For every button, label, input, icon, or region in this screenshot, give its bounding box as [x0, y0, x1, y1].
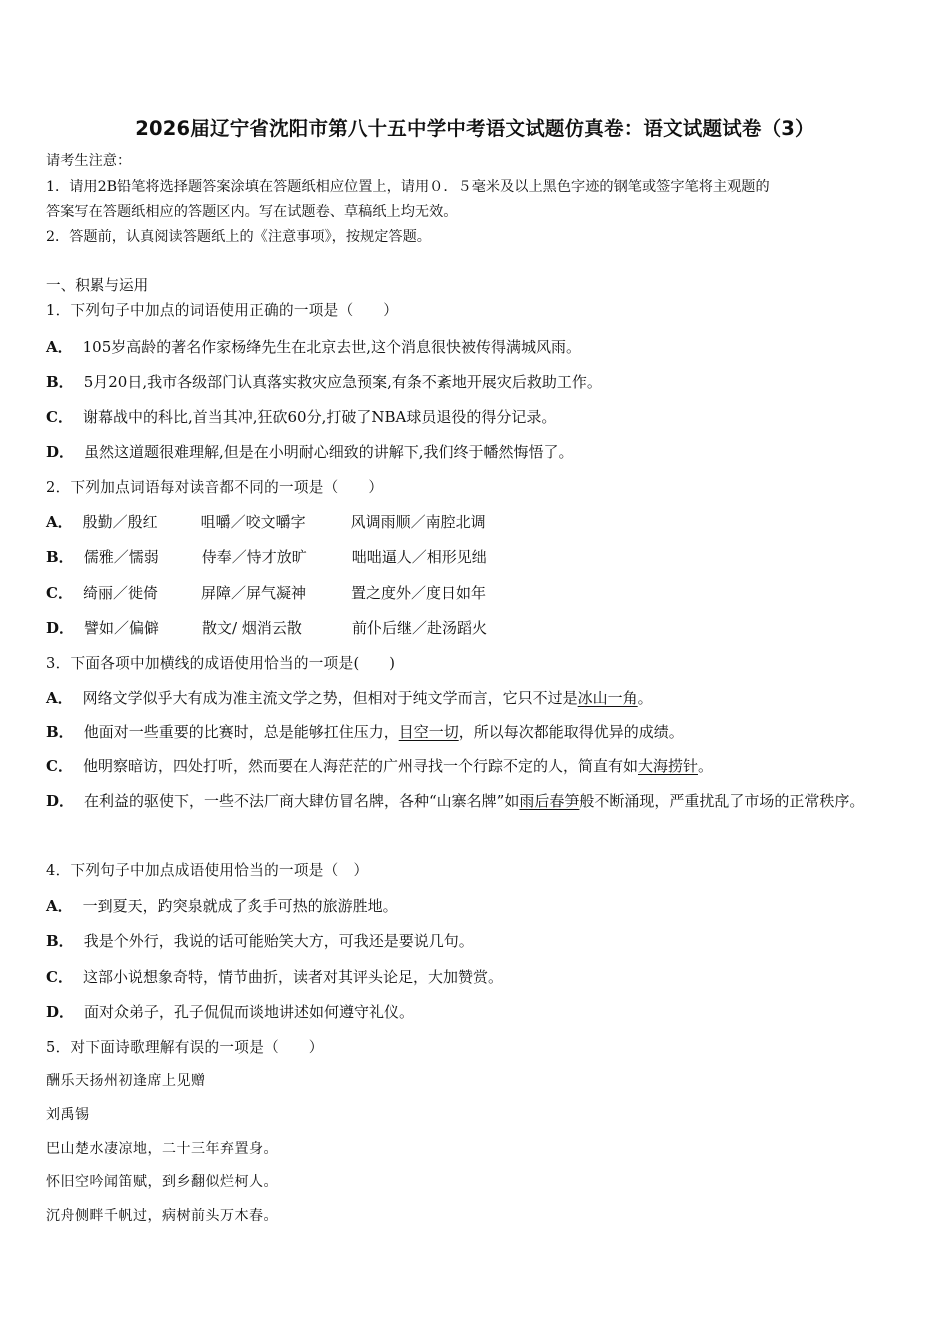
option-pair-2: 屏障／屏气凝神 — [200, 584, 306, 602]
poem-author: 刘禹锡 — [46, 1107, 90, 1123]
option-text-post: 般不断涌现，严重扰乱了市场的正常秩序。 — [579, 792, 865, 810]
option-label: D． — [46, 1003, 75, 1021]
question-1-option-b — [46, 373, 602, 391]
option-text-pre: 他明察暗访，四处打听，然而要在人海茫茫的广州寻找一个行踪不定的人，简直有如 — [82, 757, 638, 775]
option-pair-1: 殷勤／殷红 — [82, 513, 158, 531]
option-pair-1: 譬如／偏僻 — [84, 619, 160, 637]
option-pair-3: 前仆后继／赴汤蹈火 — [352, 619, 488, 637]
question-3-stem: 3．下面各项中加横线的成语使用恰当的一项是( ) — [46, 655, 396, 672]
underlined-idiom: 冰山一角 — [577, 689, 638, 707]
option-label: C． — [46, 584, 73, 602]
option-label: C． — [46, 757, 73, 775]
option-text: 面对众弟子，孔子侃侃而谈地讲述如何遵守礼仪。 — [84, 1003, 415, 1021]
notice-item-1-line-1: 1．请用2B铅笔将选择题答案涂填在答题纸相应位置上，请用０．５毫米及以上黑色字迹的钢笔或签字笔将主观题的 — [46, 179, 770, 195]
option-pair-1: 儒雅／懦弱 — [83, 548, 159, 566]
option-text: 这部小说想象奇特，情节曲折，读者对其评头论足，大加赞赏。 — [82, 968, 503, 986]
question-2-option-b — [46, 548, 487, 566]
option-text: 我是个外行，我说的话可能贻笑大方，可我还是要说几句。 — [83, 932, 474, 950]
question-2-option-c — [46, 584, 486, 602]
question-3-option-c — [46, 757, 713, 775]
option-label: A． — [46, 338, 73, 356]
option-text-pre: 网络文学似乎大有成为准主流文学之势，但相对于纯文学而言，它只不过是 — [82, 689, 578, 707]
option-text: 105岁高龄的著名作家杨绛先生在北京去世,这个消息很快被传得满城风雨。 — [82, 338, 582, 356]
poem-title: 酬乐天扬州初逢席上见赠 — [46, 1073, 206, 1089]
question-5-stem: 5．对下面诗歌理解有误的一项是（ ） — [46, 1039, 324, 1056]
underlined-idiom: 雨后春笋 — [519, 792, 580, 810]
option-text-post: 。 — [637, 689, 653, 707]
option-text: 虽然这道题很难理解,但是在小明耐心细致的讲解下,我们终于幡然悔悟了。 — [84, 443, 574, 461]
option-label: A． — [46, 513, 73, 531]
poem-line-1: 巴山楚水凄凉地，二十三年弃置身。 — [46, 1141, 278, 1157]
page-title: 2026届辽宁省沈阳市第八十五中学中考语文试题仿真卷：语文试题试卷（3） — [135, 117, 815, 140]
option-pair-3: 置之度外／度日如年 — [350, 584, 486, 602]
option-pair-2: 咀嚼／咬文嚼字 — [200, 513, 306, 531]
question-3-option-d — [46, 784, 906, 818]
notice-heading: 请考生注意： — [46, 153, 132, 169]
option-label: C． — [46, 408, 73, 426]
poem-line-3: 沉舟侧畔千帆过，病树前头万木春。 — [46, 1208, 278, 1224]
question-1-option-d — [46, 443, 574, 461]
option-text-pre: 在利益的驱使下，一些不法厂商大肆仿冒名牌，各种“山寨名牌”如 — [84, 792, 520, 810]
option-pair-3: 风调雨顺／南腔北调 — [350, 513, 486, 531]
option-pair-2: 散文/ 烟消云散 — [202, 619, 302, 637]
option-label: A． — [46, 897, 73, 915]
notice-item-2: 2．答题前，认真阅读答题纸上的《注意事项》，按规定答题。 — [46, 229, 431, 245]
question-3-option-b — [46, 723, 684, 741]
notice-item-1-line-2: 答案写在答题纸相应的答题区内。写在试题卷、草稿纸上均无效。 — [46, 204, 458, 220]
option-text: 谢幕战中的科比,首当其冲,狂砍60分,打破了NBA球员退役的得分记录。 — [82, 408, 557, 426]
underlined-idiom: 大海捞针 — [637, 757, 698, 775]
question-4-option-a — [46, 897, 398, 915]
option-pair-3: 咄咄逼人／相形见绌 — [351, 548, 487, 566]
option-text-post: 。 — [697, 757, 713, 775]
poem-line-2: 怀旧空吟闻笛赋，到乡翻似烂柯人。 — [46, 1174, 278, 1190]
option-pair-1: 绮丽／徙倚 — [82, 584, 158, 602]
option-text: 一到夏天，趵突泉就成了炙手可热的旅游胜地。 — [82, 897, 398, 915]
question-2-option-a — [46, 513, 486, 531]
underlined-idiom: 目空一切 — [398, 723, 459, 741]
option-label: B． — [46, 723, 74, 741]
question-2-option-d — [46, 619, 487, 637]
question-1-stem: 1．下列句子中加点的词语使用正确的一项是（ ） — [46, 302, 399, 319]
option-label: B． — [46, 548, 74, 566]
question-3-option-a — [46, 689, 653, 707]
section-heading: 一、积累与运用 — [46, 277, 149, 294]
question-4-stem: 4．下列句子中加点成语使用恰当的一项是（ ） — [46, 862, 369, 879]
question-2-stem: 2．下列加点词语每对读音都不同的一项是（ ） — [46, 479, 384, 496]
question-4-option-c — [46, 968, 503, 986]
option-label: C． — [46, 968, 73, 986]
question-1-option-a — [46, 338, 581, 356]
option-text-post: ，所以每次都能取得优异的成绩。 — [458, 723, 684, 741]
option-text-pre: 他面对一些重要的比赛时，总是能够扛住压力， — [83, 723, 399, 741]
option-label: D． — [46, 792, 75, 810]
option-text: 5月20日,我市各级部门认真落实救灾应急预案,有条不紊地开展灾后救助工作。 — [83, 373, 602, 391]
option-pair-2: 侍奉／恃才放旷 — [201, 548, 307, 566]
option-label: A． — [46, 689, 73, 707]
question-4-option-b — [46, 932, 474, 950]
question-4-option-d — [46, 1003, 414, 1021]
option-label: D． — [46, 619, 75, 637]
option-label: D． — [46, 443, 75, 461]
option-label: B． — [46, 932, 74, 950]
option-label: B． — [46, 373, 74, 391]
question-1-option-c — [46, 408, 556, 426]
